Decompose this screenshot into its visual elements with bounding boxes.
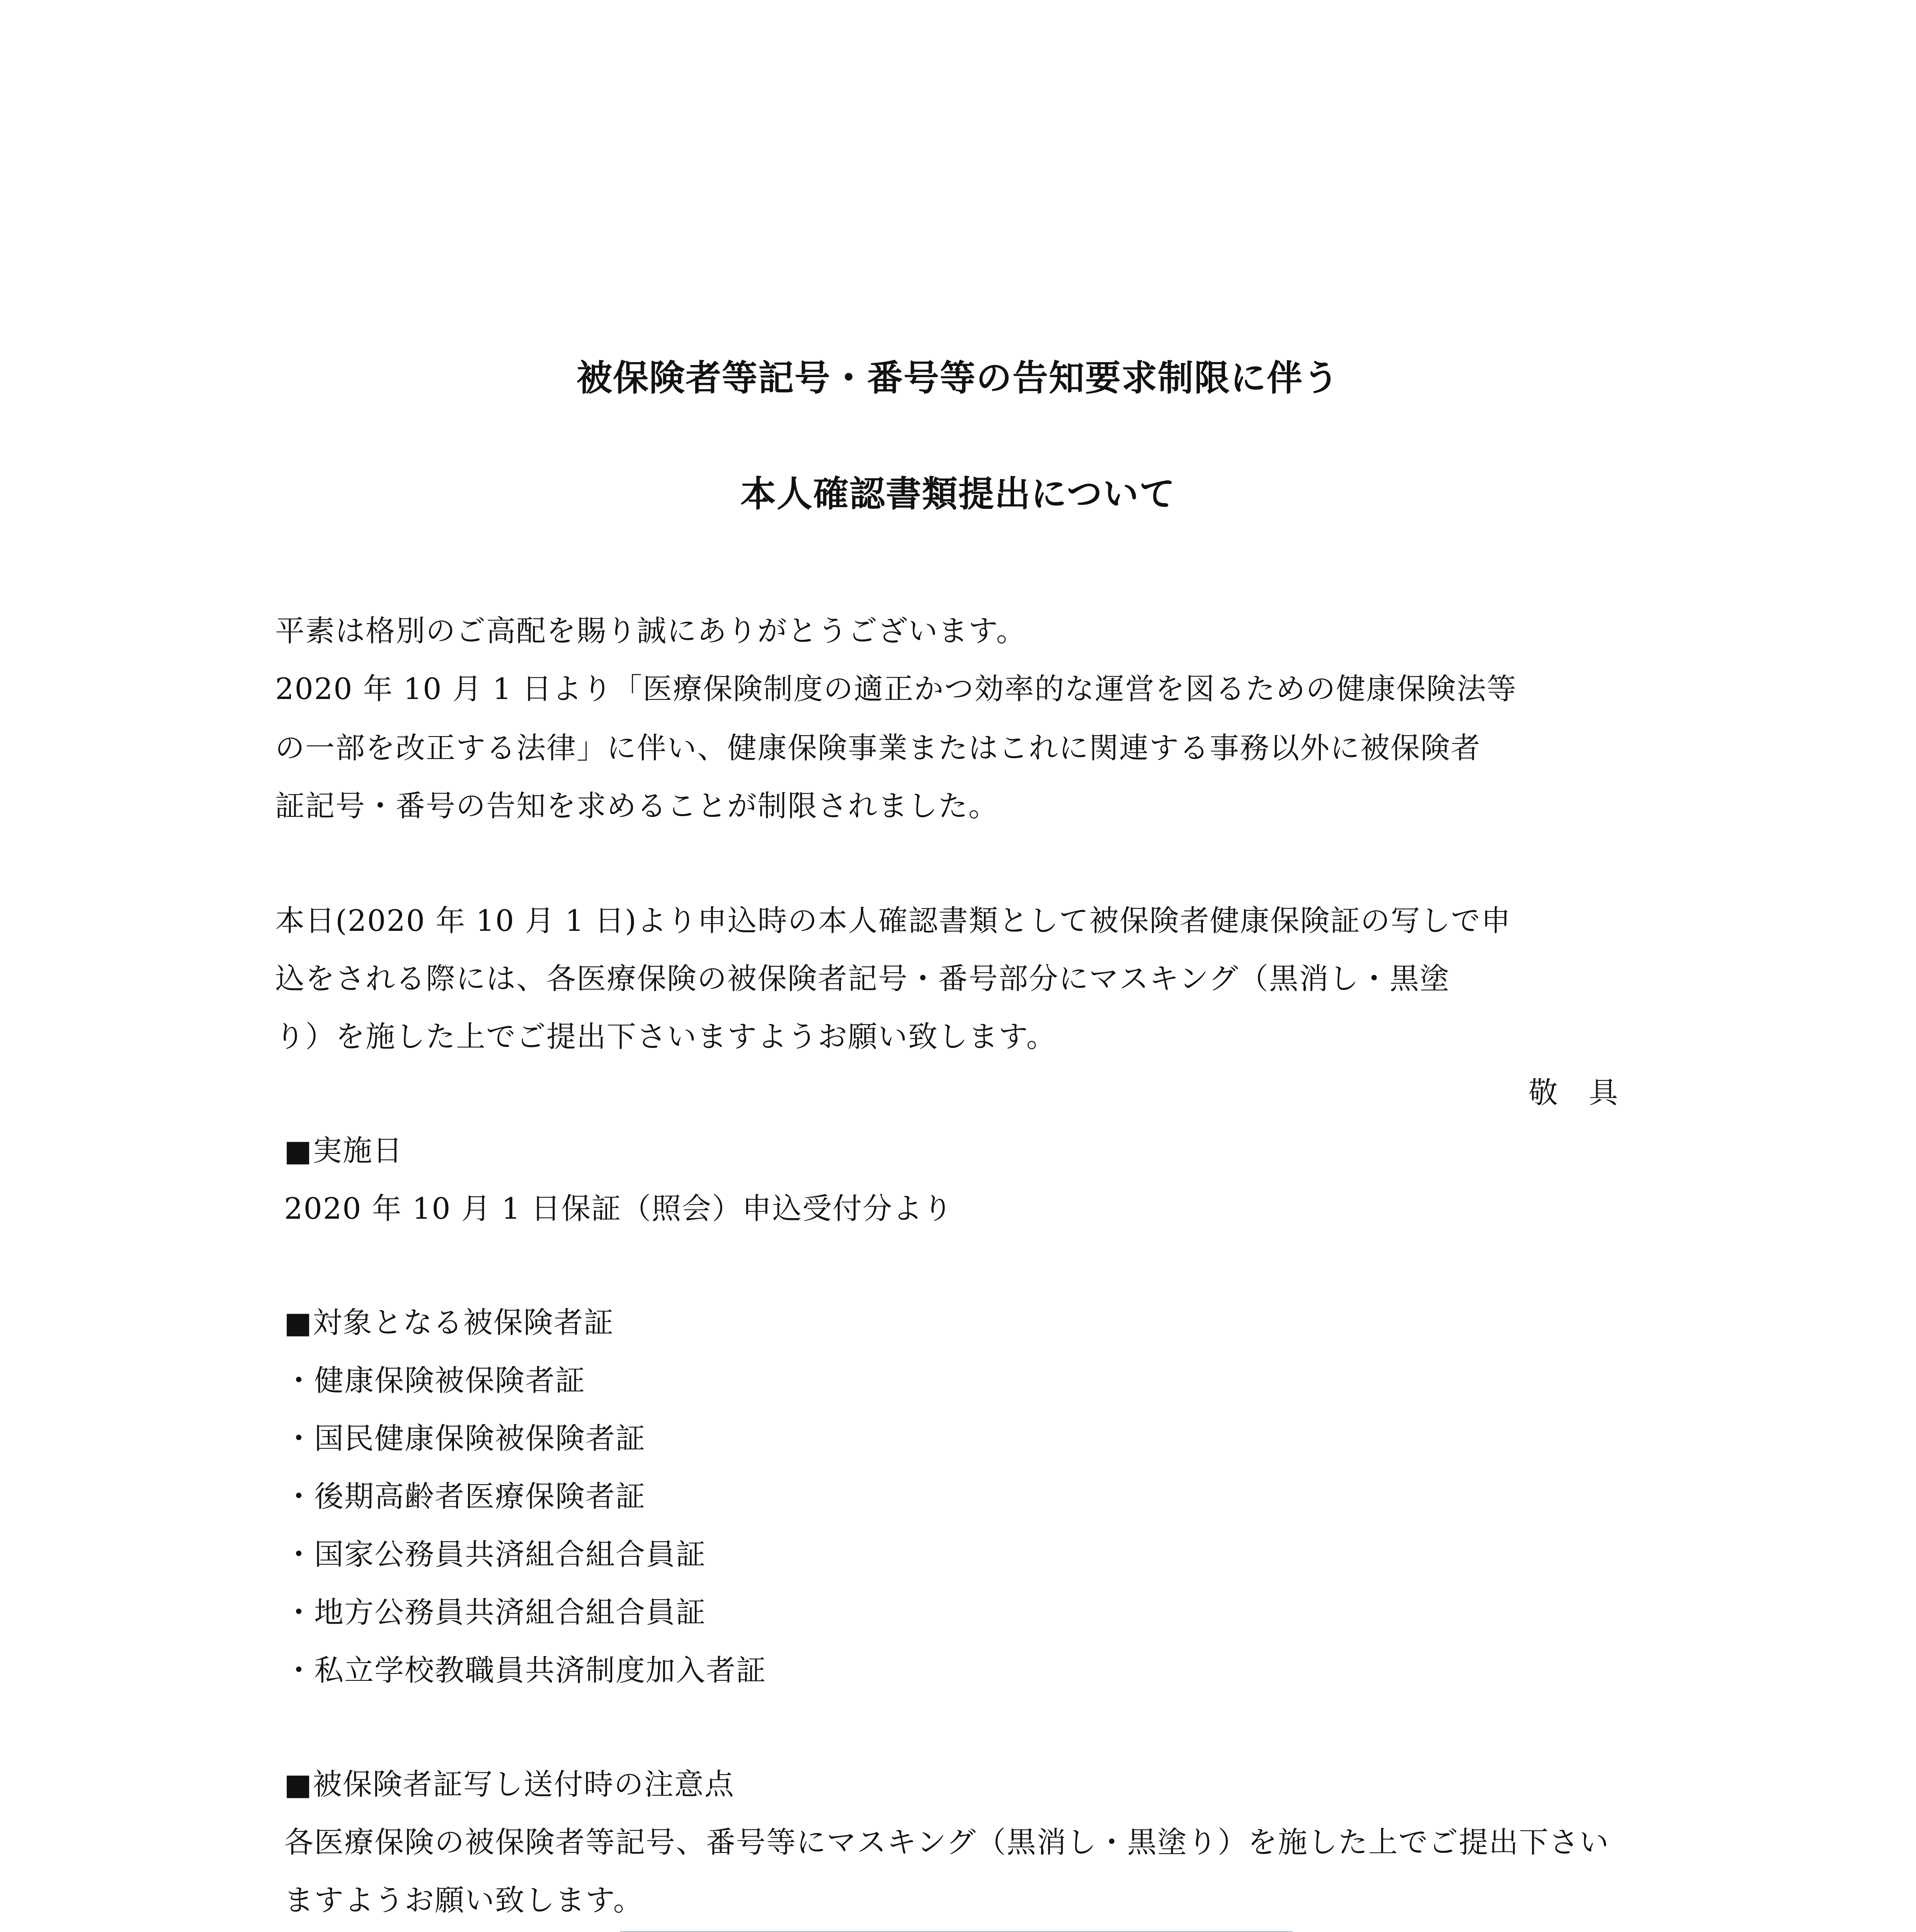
request-line-2: 込をされる際には、各医療保険の被保険者記号・番号部分にマスキング（黒消し・黒塗 [275, 961, 1450, 996]
notes-line-2: ますようお願い致します。 [284, 1883, 643, 1917]
intro-line-1: 平素は格別のご高配を賜り誠にありがとうございます。 [275, 614, 1026, 648]
target-item: ・国民健康保険被保険者証 [284, 1421, 646, 1456]
target-item: ・地方公務員共済組合組合員証 [284, 1595, 706, 1629]
title-line-2: 本人確認書類提出について [740, 473, 1176, 515]
notes-heading: ■被保険者証写し送付時の注意点 [284, 1767, 735, 1801]
target-item: ・国家公務員共済組合組合員証 [284, 1537, 706, 1571]
request-line-1: 本日(2020 年 10 月 1 日)より申込時の本人確認書類として被保険者健康保険証の写しで申 [275, 903, 1511, 938]
effective-heading: ■実施日 [284, 1133, 403, 1168]
targets-heading: ■対象となる被保険者証 [284, 1305, 614, 1340]
effective-text: 2020 年 10 月 1 日保証（照会）申込受付分より [284, 1191, 953, 1226]
closing-keigu: 敬 具 [1528, 1075, 1619, 1110]
target-item: ・健康保険被保険者証 [284, 1363, 585, 1398]
intro-line-4: 証記号・番号の告知を求めることが制限されました。 [275, 789, 999, 823]
intro-line-2: 2020 年 10 月 1 日より「医療保険制度の適正かつ効率的な運営を図るための健康保険法等 [275, 672, 1517, 706]
notes-line-1: 各医療保険の被保険者等記号、番号等にマスキング（黒消し・黒塗り）を施した上でご提出下さい [284, 1825, 1610, 1859]
title-line-1: 被保険者等記号・番号等の告知要求制限に伴う [576, 357, 1339, 399]
request-line-3: り）を施した上でご提出下さいますようお願い致します。 [275, 1019, 1057, 1054]
intro-line-3: の一部を改正する法律」に伴い、健康保険事業またはこれに関連する事務以外に被保険者 [275, 731, 1481, 765]
target-item: ・私立学校教職員共済制度加入者証 [284, 1653, 766, 1687]
target-item: ・後期高齢者医療保険者証 [284, 1479, 646, 1514]
